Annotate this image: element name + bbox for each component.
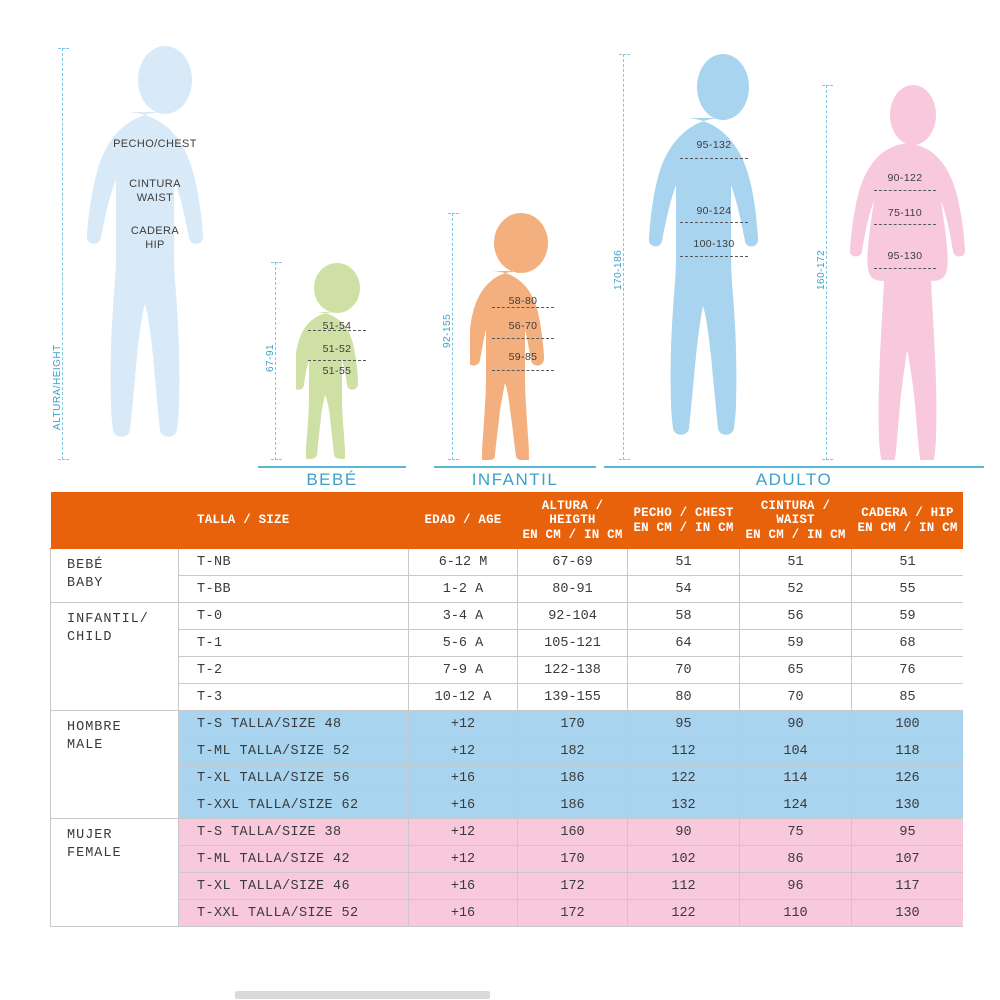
table-row: [51, 603, 964, 630]
header-height-main: ALTURA / HEIGTH: [541, 499, 604, 528]
header-height: [518, 493, 628, 549]
cell-chest: 64: [628, 630, 740, 657]
hip-value-male-adult: 100-130: [693, 238, 735, 250]
header-hip-main: CADERA / HIP: [861, 506, 954, 521]
hip-label-male-large-1: CADERA: [130, 225, 180, 237]
height-range-male-adult: 170-186: [613, 249, 624, 290]
category-female-line1: MUJER: [67, 828, 113, 844]
header-waist-main: CINTURA / WAIST: [760, 499, 831, 528]
silhouette-baby: [296, 262, 378, 460]
category-child-line2: CHILD: [67, 630, 113, 646]
silhouette-child: [470, 213, 572, 460]
hip-value-female-adult: 95-130: [887, 250, 923, 262]
cell-waist: 114: [740, 765, 852, 792]
horizontal-scrollbar[interactable]: [0, 990, 1000, 1000]
cell-size: T-S TALLA/SIZE 38: [179, 819, 409, 846]
table-row: [51, 873, 964, 900]
cell-waist: 52: [740, 576, 852, 603]
silhouette-female-adult: [848, 85, 978, 460]
hip-measure-line-female-adult: [874, 268, 936, 269]
header-hip-sub: EN CM / IN CM: [857, 520, 958, 535]
hip-label-male-large-2: HIP: [145, 239, 165, 251]
cell-hip: 130: [852, 900, 964, 927]
cell-height: 160: [518, 819, 628, 846]
cell-waist: 56: [740, 603, 852, 630]
cell-age: +16: [409, 900, 518, 927]
waist-value-male-adult: 90-124: [696, 205, 732, 217]
cell-size: T-2: [179, 657, 409, 684]
cell-height: 139-155: [518, 684, 628, 711]
cell-hip: 85: [852, 684, 964, 711]
cell-age: 6-12 M: [409, 549, 518, 576]
waist-value-baby: 51-52: [322, 343, 352, 355]
header-chest: [628, 493, 740, 549]
chest-value-male-adult: 95-132: [696, 139, 732, 151]
chest-value-female-adult: 90-122: [887, 172, 923, 184]
waist-value-child: 56-70: [508, 320, 538, 332]
waist-measure-line-female-adult: [874, 224, 936, 225]
cell-height: 172: [518, 873, 628, 900]
category-cell-baby: [51, 549, 179, 603]
figures-illustration: [0, 0, 1000, 492]
height-range-child: 92-155: [442, 313, 453, 348]
cell-waist: 70: [740, 684, 852, 711]
chest-label-male-large: PECHO/CHEST: [113, 138, 197, 150]
header-size: TALLA / SIZE: [179, 493, 409, 549]
cell-hip: 95: [852, 819, 964, 846]
hip-measure-line-male-adult: [680, 256, 748, 257]
cell-height: 80-91: [518, 576, 628, 603]
cell-hip: 100: [852, 711, 964, 738]
cell-chest: 102: [628, 846, 740, 873]
cell-age: 1-2 A: [409, 576, 518, 603]
cell-chest: 80: [628, 684, 740, 711]
hip-value-child: 59-85: [508, 351, 538, 363]
cell-age: +16: [409, 792, 518, 819]
category-cell-child: [51, 603, 179, 711]
cell-chest: 54: [628, 576, 740, 603]
table-row: [51, 792, 964, 819]
cell-size: T-ML TALLA/SIZE 52: [179, 738, 409, 765]
size-table-wrapper: [50, 492, 963, 927]
table-row: [51, 819, 964, 846]
cell-age: +12: [409, 711, 518, 738]
cell-chest: 90: [628, 819, 740, 846]
category-female-line2: FEMALE: [67, 846, 122, 862]
cell-hip: 118: [852, 738, 964, 765]
cell-size: T-3: [179, 684, 409, 711]
cell-hip: 51: [852, 549, 964, 576]
group-rule-adulto: [604, 466, 984, 468]
chest-measure-line-male-adult: [680, 158, 748, 159]
cell-size: T-S TALLA/SIZE 48: [179, 711, 409, 738]
cell-chest: 122: [628, 900, 740, 927]
cell-size: T-ML TALLA/SIZE 42: [179, 846, 409, 873]
cell-size: T-XXL TALLA/SIZE 52: [179, 900, 409, 927]
waist-label-male-large-1: CINTURA: [129, 178, 181, 190]
waist-value-female-adult: 75-110: [887, 207, 923, 219]
category-cell-female: [51, 819, 179, 927]
height-range-baby: 67-91: [265, 343, 276, 372]
header-waist: [740, 493, 852, 549]
header-height-sub: EN CM / IN CM: [522, 527, 623, 542]
table-row: [51, 900, 964, 927]
table-header: [51, 493, 964, 549]
group-rule-infantil: [434, 466, 596, 468]
cell-waist: 90: [740, 711, 852, 738]
silhouette-male-adult: [648, 54, 798, 460]
table-row: [51, 576, 964, 603]
waist-measure-line-male-adult: [680, 222, 748, 223]
cell-age: +12: [409, 846, 518, 873]
header-waist-sub: EN CM / IN CM: [745, 527, 846, 542]
scrollbar-thumb[interactable]: [235, 991, 490, 999]
cell-waist: 96: [740, 873, 852, 900]
table-row: [51, 684, 964, 711]
height-range-female-adult: 160-172: [816, 249, 827, 290]
table-header-row: [51, 493, 964, 549]
hip-measure-line-child: [492, 370, 554, 371]
cell-waist: 65: [740, 657, 852, 684]
cell-chest: 122: [628, 765, 740, 792]
chest-measure-line-child: [492, 307, 554, 308]
group-label-bebe: BEBÉ: [306, 470, 358, 489]
cell-height: 122-138: [518, 657, 628, 684]
cell-height: 170: [518, 846, 628, 873]
waist-measure-line-child: [492, 338, 554, 339]
table-row: [51, 657, 964, 684]
cell-hip: 117: [852, 873, 964, 900]
category-baby-line2: BABY: [67, 576, 104, 592]
waist-measure-line-baby: [308, 360, 366, 361]
table-row: [51, 738, 964, 765]
cell-age: +12: [409, 738, 518, 765]
header-hip: [852, 493, 964, 549]
cell-height: 105-121: [518, 630, 628, 657]
cell-chest: 112: [628, 738, 740, 765]
cell-height: 186: [518, 765, 628, 792]
cell-age: 7-9 A: [409, 657, 518, 684]
group-rule-bebe: [258, 466, 406, 468]
group-label-infantil: INFANTIL: [471, 470, 559, 489]
cell-size: T-XL TALLA/SIZE 46: [179, 873, 409, 900]
header-chest-sub: EN CM / IN CM: [633, 520, 734, 535]
cell-waist: 75: [740, 819, 852, 846]
cell-size: T-XL TALLA/SIZE 56: [179, 765, 409, 792]
cell-age: +12: [409, 819, 518, 846]
cell-waist: 104: [740, 738, 852, 765]
cell-size: T-NB: [179, 549, 409, 576]
header-category: [51, 493, 179, 549]
chest-value-baby: 51-54: [322, 320, 352, 332]
cell-height: 172: [518, 900, 628, 927]
category-male-line1: HOMBRE: [67, 720, 122, 736]
cell-waist: 110: [740, 900, 852, 927]
cell-height: 186: [518, 792, 628, 819]
cell-size: T-XXL TALLA/SIZE 62: [179, 792, 409, 819]
right-margin: [963, 478, 1000, 990]
cell-age: 3-4 A: [409, 603, 518, 630]
table-row: [51, 630, 964, 657]
header-age: EDAD / AGE: [409, 493, 518, 549]
hip-value-baby: 51-55: [322, 365, 352, 377]
cell-hip: 59: [852, 603, 964, 630]
cell-height: 92-104: [518, 603, 628, 630]
group-label-adulto: ADULTO: [755, 470, 833, 489]
cell-chest: 70: [628, 657, 740, 684]
size-table: [50, 492, 964, 927]
cell-height: 182: [518, 738, 628, 765]
chest-measure-line-female-adult: [874, 190, 936, 191]
height-axis-label: ALTURA/HEIGHT: [52, 344, 63, 430]
cell-chest: 95: [628, 711, 740, 738]
cell-hip: 68: [852, 630, 964, 657]
cell-waist: 51: [740, 549, 852, 576]
category-cell-male: [51, 711, 179, 819]
cell-size: T-BB: [179, 576, 409, 603]
category-child-line1: INFANTIL/: [67, 612, 149, 628]
cell-age: +16: [409, 873, 518, 900]
cell-age: 5-6 A: [409, 630, 518, 657]
cell-chest: 58: [628, 603, 740, 630]
table-row: [51, 765, 964, 792]
cell-chest: 112: [628, 873, 740, 900]
cell-size: T-1: [179, 630, 409, 657]
chest-value-child: 58-80: [508, 295, 538, 307]
table-row: [51, 549, 964, 576]
header-chest-main: PECHO / CHEST: [633, 506, 734, 521]
cell-waist: 86: [740, 846, 852, 873]
waist-label-male-large-2: WAIST: [136, 192, 174, 204]
cell-hip: 76: [852, 657, 964, 684]
cell-chest: 51: [628, 549, 740, 576]
cell-height: 67-69: [518, 549, 628, 576]
cell-age: 10-12 A: [409, 684, 518, 711]
cell-hip: 107: [852, 846, 964, 873]
cell-height: 170: [518, 711, 628, 738]
table-row: [51, 711, 964, 738]
cell-hip: 126: [852, 765, 964, 792]
table-row: [51, 846, 964, 873]
cell-chest: 132: [628, 792, 740, 819]
category-male-line2: MALE: [67, 738, 104, 754]
category-baby-line1: BEBÉ: [67, 558, 104, 574]
cell-waist: 124: [740, 792, 852, 819]
cell-hip: 55: [852, 576, 964, 603]
cell-size: T-0: [179, 603, 409, 630]
cell-age: +16: [409, 765, 518, 792]
cell-hip: 130: [852, 792, 964, 819]
cell-waist: 59: [740, 630, 852, 657]
table-body: [51, 549, 964, 927]
silhouette-male-large: [85, 46, 245, 462]
